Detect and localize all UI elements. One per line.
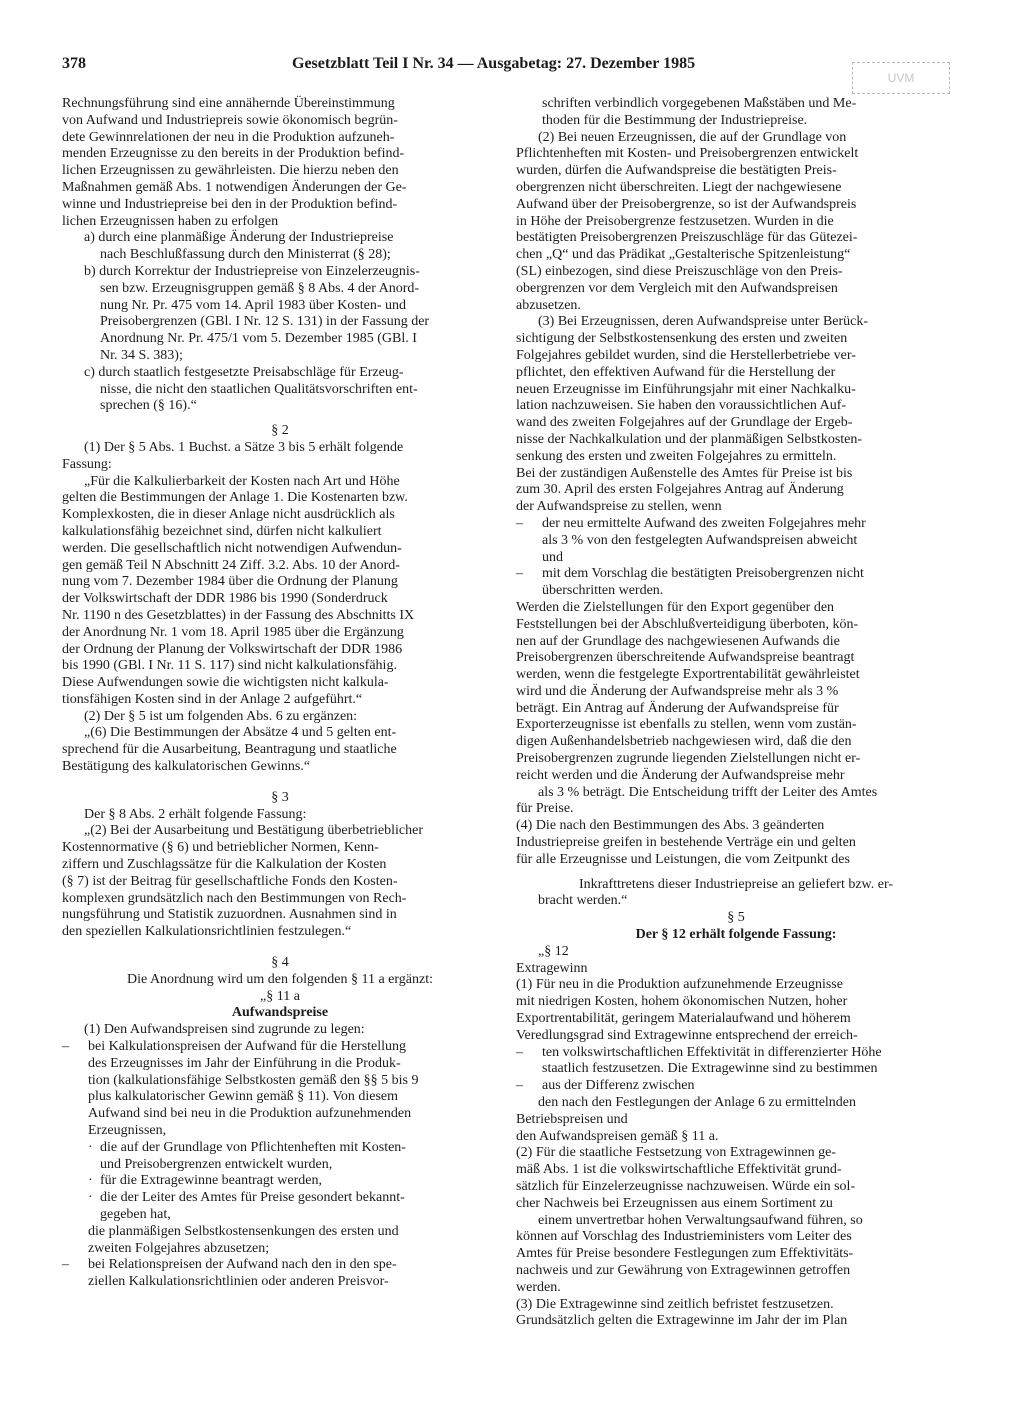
text-line: ziffern und Zuschlagssätze für die Kalkulation der Kosten bbox=[62, 857, 387, 873]
text-line: – ten volkswirtschaftlichen Effektivität in differenzierter Höhe bbox=[516, 1045, 956, 1062]
text-line: nachweis und zur Gewährung von Extragewinnen getroffen bbox=[516, 1262, 851, 1278]
text-line: a) durch eine planmäßige Änderung der Industriepreise bbox=[84, 230, 394, 246]
text-line: sprechend für die Ausarbeitung, Beantragung und staatliche bbox=[62, 742, 397, 758]
text-line: ziellen Kalkulationsrichtlinien oder anderen Preisvor- bbox=[88, 1274, 389, 1290]
text-line: überschritten werden. bbox=[542, 583, 664, 599]
text-line: „Für die Kalkulierbarkeit der Kosten nach Art und Höhe bbox=[84, 473, 400, 489]
text-line: lichen Erzeugnissen haben zu erfolgen bbox=[62, 213, 279, 229]
section-marker: Inkrafttretens dieser Industriepreise an geliefert bzw. er- bbox=[578, 876, 894, 892]
text-line: Erzeugnissen, bbox=[88, 1123, 167, 1139]
text-line: einem unvertretbar hohen Verwaltungsaufwand führen, so bbox=[538, 1212, 863, 1228]
section-heading: Aufwandspreise bbox=[231, 1005, 329, 1021]
text-line: Maßnahmen gemäß Abs. 1 notwendigen Änderungen der Ge- bbox=[62, 179, 407, 195]
text-line: (2) Bei neuen Erzeugnissen, die auf der Grundlage von bbox=[538, 129, 847, 145]
text-line: den nach den Festlegungen der Anlage 6 zu ermittelnden bbox=[538, 1095, 857, 1111]
text-line: bis 1990 (GBl. I Nr. 11 S. 117) sind nicht kalkulationsfähig. bbox=[62, 658, 397, 674]
text-line: Veredlungsgrad sind Extragewinne entsprechend der erreich- bbox=[516, 1027, 858, 1043]
section-marker: § 3 bbox=[271, 789, 289, 805]
text-line: gen gemäß Teil N Abschnitt 24 Ziff. 3.2. Abs. 10 der Anord- bbox=[62, 557, 400, 573]
section-marker: Die Anordnung wird um den folgenden § 11 a ergänzt: bbox=[127, 971, 433, 987]
text-line: (3) Die Extragewinne sind zeitlich befristet festzusetzen. bbox=[516, 1296, 834, 1312]
text-line: nen auf der Grundlage des nachgewiesenen Aufwands die bbox=[516, 633, 840, 649]
text-line: (1) Für neu in die Produktion aufzunehmende Erzeugnisse bbox=[516, 977, 843, 993]
text-line: Preisobergrenzen überschreitende Aufwandspreise beantragt bbox=[516, 650, 855, 666]
text-line: Betriebspreisen und bbox=[516, 1111, 628, 1127]
text-line: c) durch staatlich festgesetzte Preisabschläge für Erzeug- bbox=[84, 364, 404, 380]
text-line: den Aufwandspreisen gemäß § 11 a. bbox=[516, 1128, 719, 1144]
text-line: der Ordnung der Planung der Volkswirtschaft der DDR 1986 bbox=[62, 641, 403, 657]
text-line: reicht werden und die Änderung der Aufwandspreise mehr bbox=[516, 767, 845, 783]
text-line: und bbox=[542, 549, 563, 565]
text-line: Pflichtenheften mit Kosten- und Preisobergrenzen entwickelt bbox=[516, 146, 859, 162]
text-line: mäß Abs. 1 ist die volkswirtschaftliche Effektivität grund- bbox=[516, 1162, 842, 1178]
section-marker: § 4 bbox=[271, 955, 289, 971]
text-line: sen bzw. Erzeugnisgruppen gemäß § 8 Abs. 4 der Anord- bbox=[100, 280, 420, 296]
text-line: nach Beschlußfassung durch den Ministerrat (§ 28); bbox=[100, 247, 391, 263]
paragraph-gap bbox=[62, 941, 498, 955]
section-marker: „§ 11 a bbox=[260, 988, 300, 1004]
text-line: „(2) Bei der Ausarbeitung und Bestätigung überbetrieblicher bbox=[84, 823, 424, 839]
text-line: tionsfähigen Kosten sind in der Anlage 2 aufgeführt.“ bbox=[62, 691, 363, 707]
text-line: obergrenzen nicht überschreiten. Liegt der nachgewiesene bbox=[516, 179, 842, 195]
text-line: der Anordnung Nr. 1 vom 18. April 1985 über die Ergänzung bbox=[62, 624, 404, 640]
page-number: 378 bbox=[62, 55, 86, 72]
text-line: Aufwand über der Preisobergrenze, so ist der Aufwandspreis bbox=[516, 196, 857, 212]
text-line: Anordnung Nr. Pr. 475/1 vom 5. Dezember 1985 (GBl. I bbox=[100, 331, 417, 347]
text-line: nung vom 7. Dezember 1984 über die Ordnung der Planung bbox=[62, 574, 398, 590]
text-line: können auf Vorschlag des Industrieministers vom Leiter des bbox=[516, 1229, 852, 1245]
text-line: nisse der Nachkalkulation und der planmäßigen Selbstkosten- bbox=[516, 431, 863, 447]
text-line: Industriepreise greifen in bestehende Verträge ein und gelten bbox=[516, 835, 856, 851]
right-column bbox=[516, 96, 956, 1330]
text-line: gelten die Bestimmungen der Anlage 1. Die Kostenarten bzw. bbox=[62, 490, 408, 506]
paragraph-gap bbox=[516, 869, 956, 877]
text-line: b) durch Korrektur der Industriepreise von Einzelerzeugnis- bbox=[84, 263, 420, 279]
text-line: (2) Für die staatliche Festsetzung von Extragewinnen ge- bbox=[516, 1145, 836, 1161]
text-line: nungsführung und Statistik zuzuordnen. Ausnahmen sind in bbox=[62, 907, 397, 923]
text-line: „(6) Die Bestimmungen der Absätze 4 und 5 gelten ent- bbox=[84, 725, 397, 741]
text-line: Diese Aufwendungen sowie die wichtigsten nicht kalkula- bbox=[62, 675, 389, 691]
text-line: wand des zweiten Folgejahres auf der Grundlage der Ergeb- bbox=[516, 415, 853, 431]
section-marker: § 2 bbox=[271, 423, 289, 439]
text-line: mit niedrigen Kosten, hohem ökonomischen Nutzen, hoher bbox=[516, 994, 848, 1010]
text-line: neuen Erzeugnisse im Einführungsjahr mit einer Nachkalku- bbox=[516, 381, 856, 397]
text-line: „§ 12 bbox=[538, 943, 569, 959]
text-line: Nr. 1190 n des Gesetzblattes) in der Fassung des Abschnitts IX bbox=[62, 607, 415, 623]
text-line: Der § 8 Abs. 2 erhält folgende Fassung: bbox=[84, 806, 307, 822]
text-line: als 3 % beträgt. Die Entscheidung trifft der Leiter des Amtes bbox=[538, 784, 878, 800]
text-line: Preisobergrenzen zugrunde liegenden Zielstellungen nicht er- bbox=[516, 751, 861, 767]
text-line: lation nachzuweisen. Sie haben den voraussichtlichen Auf- bbox=[516, 398, 847, 414]
text-line: sichtigung der Selbstkostensenkung des ersten und zweiten bbox=[516, 331, 848, 347]
text-line: · die der Leiter des Amtes für Preise gesondert bekannt- bbox=[62, 1190, 498, 1207]
text-line: den speziellen Kalkulationsrichtlinien festzulegen.“ bbox=[62, 924, 352, 940]
text-line: chen „Q“ und das Prädikat „Gestalterische Spitzenleistung“ bbox=[516, 247, 851, 263]
text-line: nung Nr. Pr. 475 vom 14. April 1983 über Kosten- und bbox=[100, 297, 407, 313]
text-line: Werden die Zielstellungen für den Export gegenüber den bbox=[516, 599, 835, 615]
text-line: lichen Erzeugnissen zu gewährleisten. Die hierzu neben den bbox=[62, 163, 399, 179]
text-line: zweiten Folgejahres abzusetzen; bbox=[88, 1240, 270, 1256]
text-line: staatlich festzusetzen. Die Extragewinne sind zu bestimmen bbox=[542, 1061, 878, 1077]
text-line: senkung des ersten und zweiten Folgejahres zu ermitteln. bbox=[516, 448, 837, 464]
text-line: von Aufwand und Industriepreis sowie ökonomisch begrün- bbox=[62, 112, 398, 128]
text-line: des Erzeugnisses im Jahr der Einführung in die Produk- bbox=[88, 1055, 401, 1071]
text-line: – bei Relationspreisen der Aufwand nach den in den spe- bbox=[62, 1257, 498, 1274]
text-line: Rechnungsführung sind eine annähernde Übereinstimmung bbox=[62, 96, 395, 111]
section-heading: Der § 12 erhält folgende Fassung: bbox=[635, 927, 837, 943]
text-line: · für die Extragewinne beantragt werden, bbox=[62, 1173, 498, 1190]
text-line: beträgt. Ein Antrag auf Änderung der Aufwandspreise für bbox=[516, 700, 839, 716]
text-line: (3) Bei Erzeugnissen, deren Aufwandspreise unter Berück- bbox=[538, 314, 869, 330]
text-line: Preisobergrenzen (GBl. I Nr. 12 S. 131) in der Fassung der bbox=[100, 314, 430, 330]
text-line: als 3 % von den festgelegten Aufwandspreisen abweicht bbox=[542, 532, 858, 548]
text-line: plus kalkulatorischer Gewinn gemäß § 11). Von diesem bbox=[88, 1089, 399, 1105]
text-line: Exporterzeugnisse ist ebenfalls zu stellen, wenn vom zustän- bbox=[516, 717, 857, 733]
text-line: Exportrentabilität, geringem Materialaufwand und höherem bbox=[516, 1011, 851, 1027]
text-line: gegeben hat, bbox=[100, 1207, 171, 1222]
section-marker: § 5 bbox=[727, 910, 745, 926]
text-line: der Volkswirtschaft der DDR 1986 bis 1990 (Sonderdruck bbox=[62, 591, 388, 607]
text-line: (4) Die nach den Bestimmungen des Abs. 3 geänderten bbox=[516, 818, 825, 834]
text-line: schriften verbindlich vorgegebenen Maßstäben und Me- bbox=[542, 96, 857, 111]
text-line: (1) Der § 5 Abs. 1 Buchst. a Sätze 3 bis 5 erhält folgende bbox=[84, 439, 404, 455]
text-line: – mit dem Vorschlag die bestätigten Preisobergrenzen nicht bbox=[516, 566, 956, 583]
text-line: wurden, dürfen die Aufwandspreise die bestätigten Preis- bbox=[516, 163, 837, 179]
text-line: (1) Den Aufwandspreisen sind zugrunde zu legen: bbox=[84, 1022, 365, 1038]
text-line: (§ 7) ist der Beitrag für gesellschaftliche Fonds den Kosten- bbox=[62, 873, 398, 889]
text-line: (2) Der § 5 ist um folgenden Abs. 6 zu ergänzen: bbox=[84, 708, 358, 724]
text-line: der Aufwandspreise zu stellen, wenn bbox=[516, 499, 722, 515]
text-line: werden, wenn die festgelegte Exportrentabilität gewährleistet bbox=[516, 667, 860, 683]
text-line: obergrenzen vor dem Vergleich mit den Aufwandspreisen bbox=[516, 280, 838, 296]
text-line: Komplexkosten, die in dieser Anlage nicht ausdrücklich als bbox=[62, 507, 395, 523]
text-line: · die auf der Grundlage von Pflichtenheften mit Kosten- bbox=[62, 1140, 498, 1157]
page-header-title: Gesetzblatt Teil I Nr. 34 — Ausgabetag: 27. Dezember 1985 bbox=[292, 55, 696, 72]
text-line: werden. Die gesellschaftlich nicht notwendigen Aufwendun- bbox=[62, 540, 402, 556]
text-line: Fassung: bbox=[62, 456, 112, 472]
text-line: (SL) einbezogen, sind diese Preiszuschläge von den Preis- bbox=[516, 263, 843, 279]
paragraph-gap bbox=[62, 415, 498, 423]
text-line: Feststellungen bei der Abschlußverteidigung überboten, kön- bbox=[516, 616, 859, 632]
text-line: werden. bbox=[516, 1279, 561, 1295]
text-line: bracht werden.“ bbox=[538, 893, 628, 909]
text-line: nisse, die nicht den staatlichen Qualitätsvorschriften ent- bbox=[100, 381, 418, 397]
text-line: komplexen grundsätzlich nach den Bestimmungen von Rech- bbox=[62, 890, 407, 906]
text-line: Nr. 34 S. 383); bbox=[100, 347, 183, 363]
archive-stamp: UVM bbox=[852, 62, 950, 94]
text-line: für alle Erzeugnisse und Leistungen, die vom Zeitpunkt des bbox=[516, 851, 850, 867]
text-line: zum 30. April des ersten Folgejahres Antrag auf Änderung bbox=[516, 482, 844, 498]
text-line: – der neu ermittelte Aufwand des zweiten Folgejahres mehr bbox=[516, 516, 956, 533]
text-line: sprechen (§ 16).“ bbox=[100, 398, 197, 414]
text-line: Folgejahres gebildet wurden, sind die Herstellerbetriebe ver- bbox=[516, 347, 856, 363]
text-line: Kostennormative (§ 6) und betrieblicher Normen, Kenn- bbox=[62, 840, 379, 856]
text-line: sätzlich für Einzelerzeugnisse nachzuweisen. Würde ein sol- bbox=[516, 1179, 856, 1194]
text-line: Extragewinn bbox=[516, 960, 588, 976]
text-line: für Preise. bbox=[516, 801, 574, 817]
text-line: Amtes für Preise besondere Festlegungen zum Effektivitäts- bbox=[516, 1246, 854, 1262]
text-line: tion (kalkulationsfähige Selbstkosten gemäß den §§ 5 bis 9 bbox=[88, 1072, 419, 1088]
text-line: winne und Industriepreise bei den in der Produktion befind- bbox=[62, 196, 398, 212]
text-line: Bestätigung des kalkulatorischen Gewinns.“ bbox=[62, 759, 311, 775]
left-column bbox=[62, 96, 498, 1291]
text-line: abzusetzen. bbox=[516, 297, 581, 313]
text-line: cher Nachweis bei Erzeugnissen aus einem Sortiment zu bbox=[516, 1195, 833, 1211]
text-line: bestätigten Preisobergrenzen Preiszuschläge für das Gütezei- bbox=[516, 230, 858, 246]
text-line: die planmäßigen Selbstkostensenkungen des ersten und bbox=[88, 1223, 399, 1239]
text-line: in Höhe der Preisobergrenze festzusetzen. Wurden in die bbox=[516, 213, 834, 229]
text-line: wird und die Änderung der Aufwandspreise mehr als 3 % bbox=[516, 683, 839, 699]
text-line: – aus der Differenz zwischen bbox=[516, 1078, 956, 1095]
text-line: pflichtet, den effektiven Aufwand für die Herstellung der bbox=[516, 364, 836, 380]
text-line: – bei Kalkulationspreisen der Aufwand für die Herstellung bbox=[62, 1039, 498, 1056]
text-line: Aufwand sind bei neu in die Produktion aufzunehmenden bbox=[88, 1106, 412, 1122]
text-line: thoden für die Bestimmung der Industriepreise. bbox=[542, 112, 808, 128]
text-line: Grundsätzlich gelten die Extragewinne im Jahr der im Plan bbox=[516, 1313, 848, 1329]
text-line: menden Erzeugnisse zu den bereits in der Produktion befind- bbox=[62, 146, 405, 162]
paragraph-gap bbox=[62, 776, 498, 790]
text-line: digen Außenhandelsbetrieb nachgewiesen wird, daß die den bbox=[516, 734, 852, 750]
text-line: Bei der zuständigen Außenstelle des Amtes für Preise ist bis bbox=[516, 465, 853, 481]
text-line: dete Gewinnrelationen der neu in die Produktion aufzuneh- bbox=[62, 129, 395, 145]
text-line: und Preisobergrenzen entwickelt wurden, bbox=[100, 1156, 333, 1172]
text-line: kalkulationsfähig bezeichnet sind, dürfen nicht kalkuliert bbox=[62, 523, 382, 539]
